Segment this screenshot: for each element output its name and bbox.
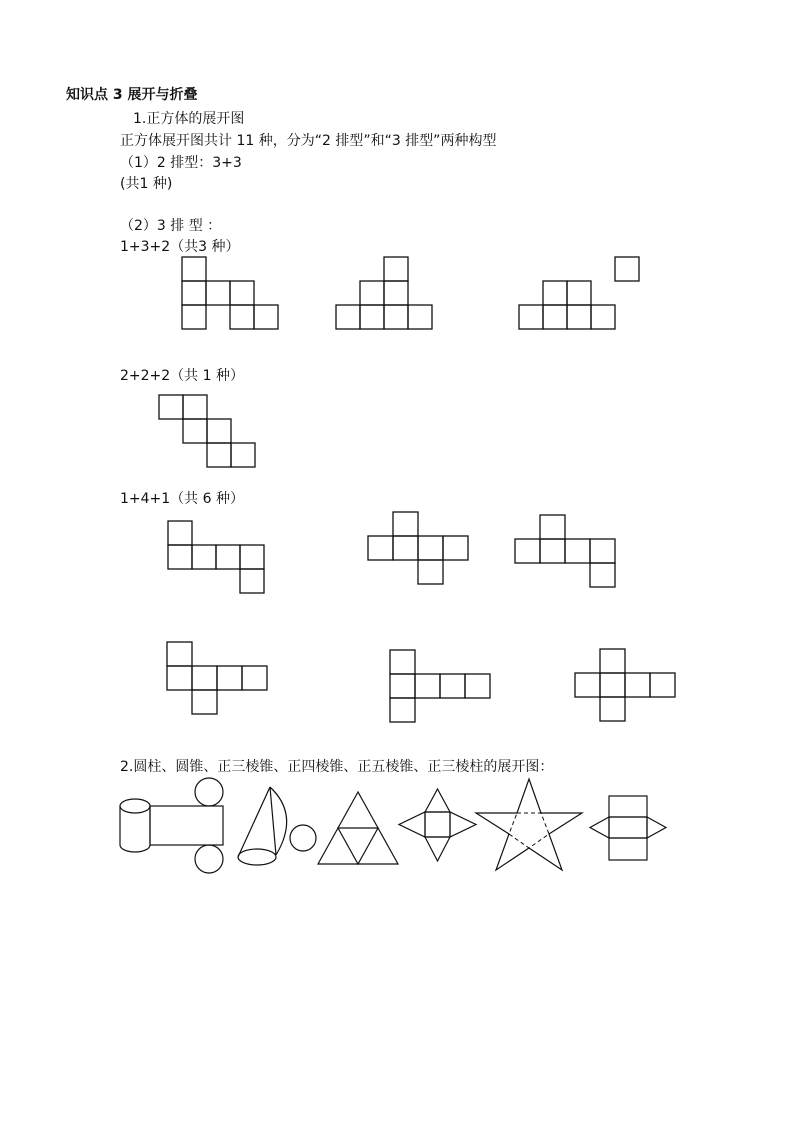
cube-net-132-a (182, 257, 278, 329)
group-1-4-1-label: 1+4+1（共 6 种） (120, 491, 244, 507)
group-1-3-2-label: 1+3+2（共3 种） (120, 239, 240, 255)
cylinder-net (120, 778, 223, 873)
cube-net-141-c (515, 515, 615, 587)
cube-net-132-b (336, 257, 432, 329)
cube-nets-title: 1.正方体的展开图 (133, 111, 245, 127)
pentagonal-pyramid-net (476, 779, 582, 870)
cube-net-141-a (168, 521, 264, 593)
cube-net-141-f (575, 649, 675, 721)
cube-net-141-d (167, 642, 267, 714)
square-pyramid-net (399, 789, 476, 861)
solids-nets-title: 2.圆柱、圆锥、正三棱锥、正四棱锥、正五棱锥、正三棱柱的展开图： (120, 759, 554, 775)
type3-label: （2）3 排 型 ： (120, 218, 222, 234)
type2-label: （1）2 排型：3+3 (120, 155, 242, 171)
cone-net (238, 787, 316, 865)
type2-count: (共1 种) (120, 176, 173, 192)
cube-net-222 (159, 395, 255, 467)
cube-net-132-c (519, 257, 639, 329)
section-heading: 知识点 3 展开与折叠 (66, 87, 198, 103)
cube-net-141-b (368, 512, 468, 584)
triangular-prism-net (590, 796, 666, 860)
group-2-2-2-label: 2+2+2（共 1 种） (120, 368, 244, 384)
triangular-pyramid-net (318, 792, 398, 864)
cube-net-141-e (390, 650, 490, 722)
cube-nets-summary: 正方体展开图共计 11 种，分为“2 排型”和“3 排型”两种构型 (120, 133, 497, 149)
